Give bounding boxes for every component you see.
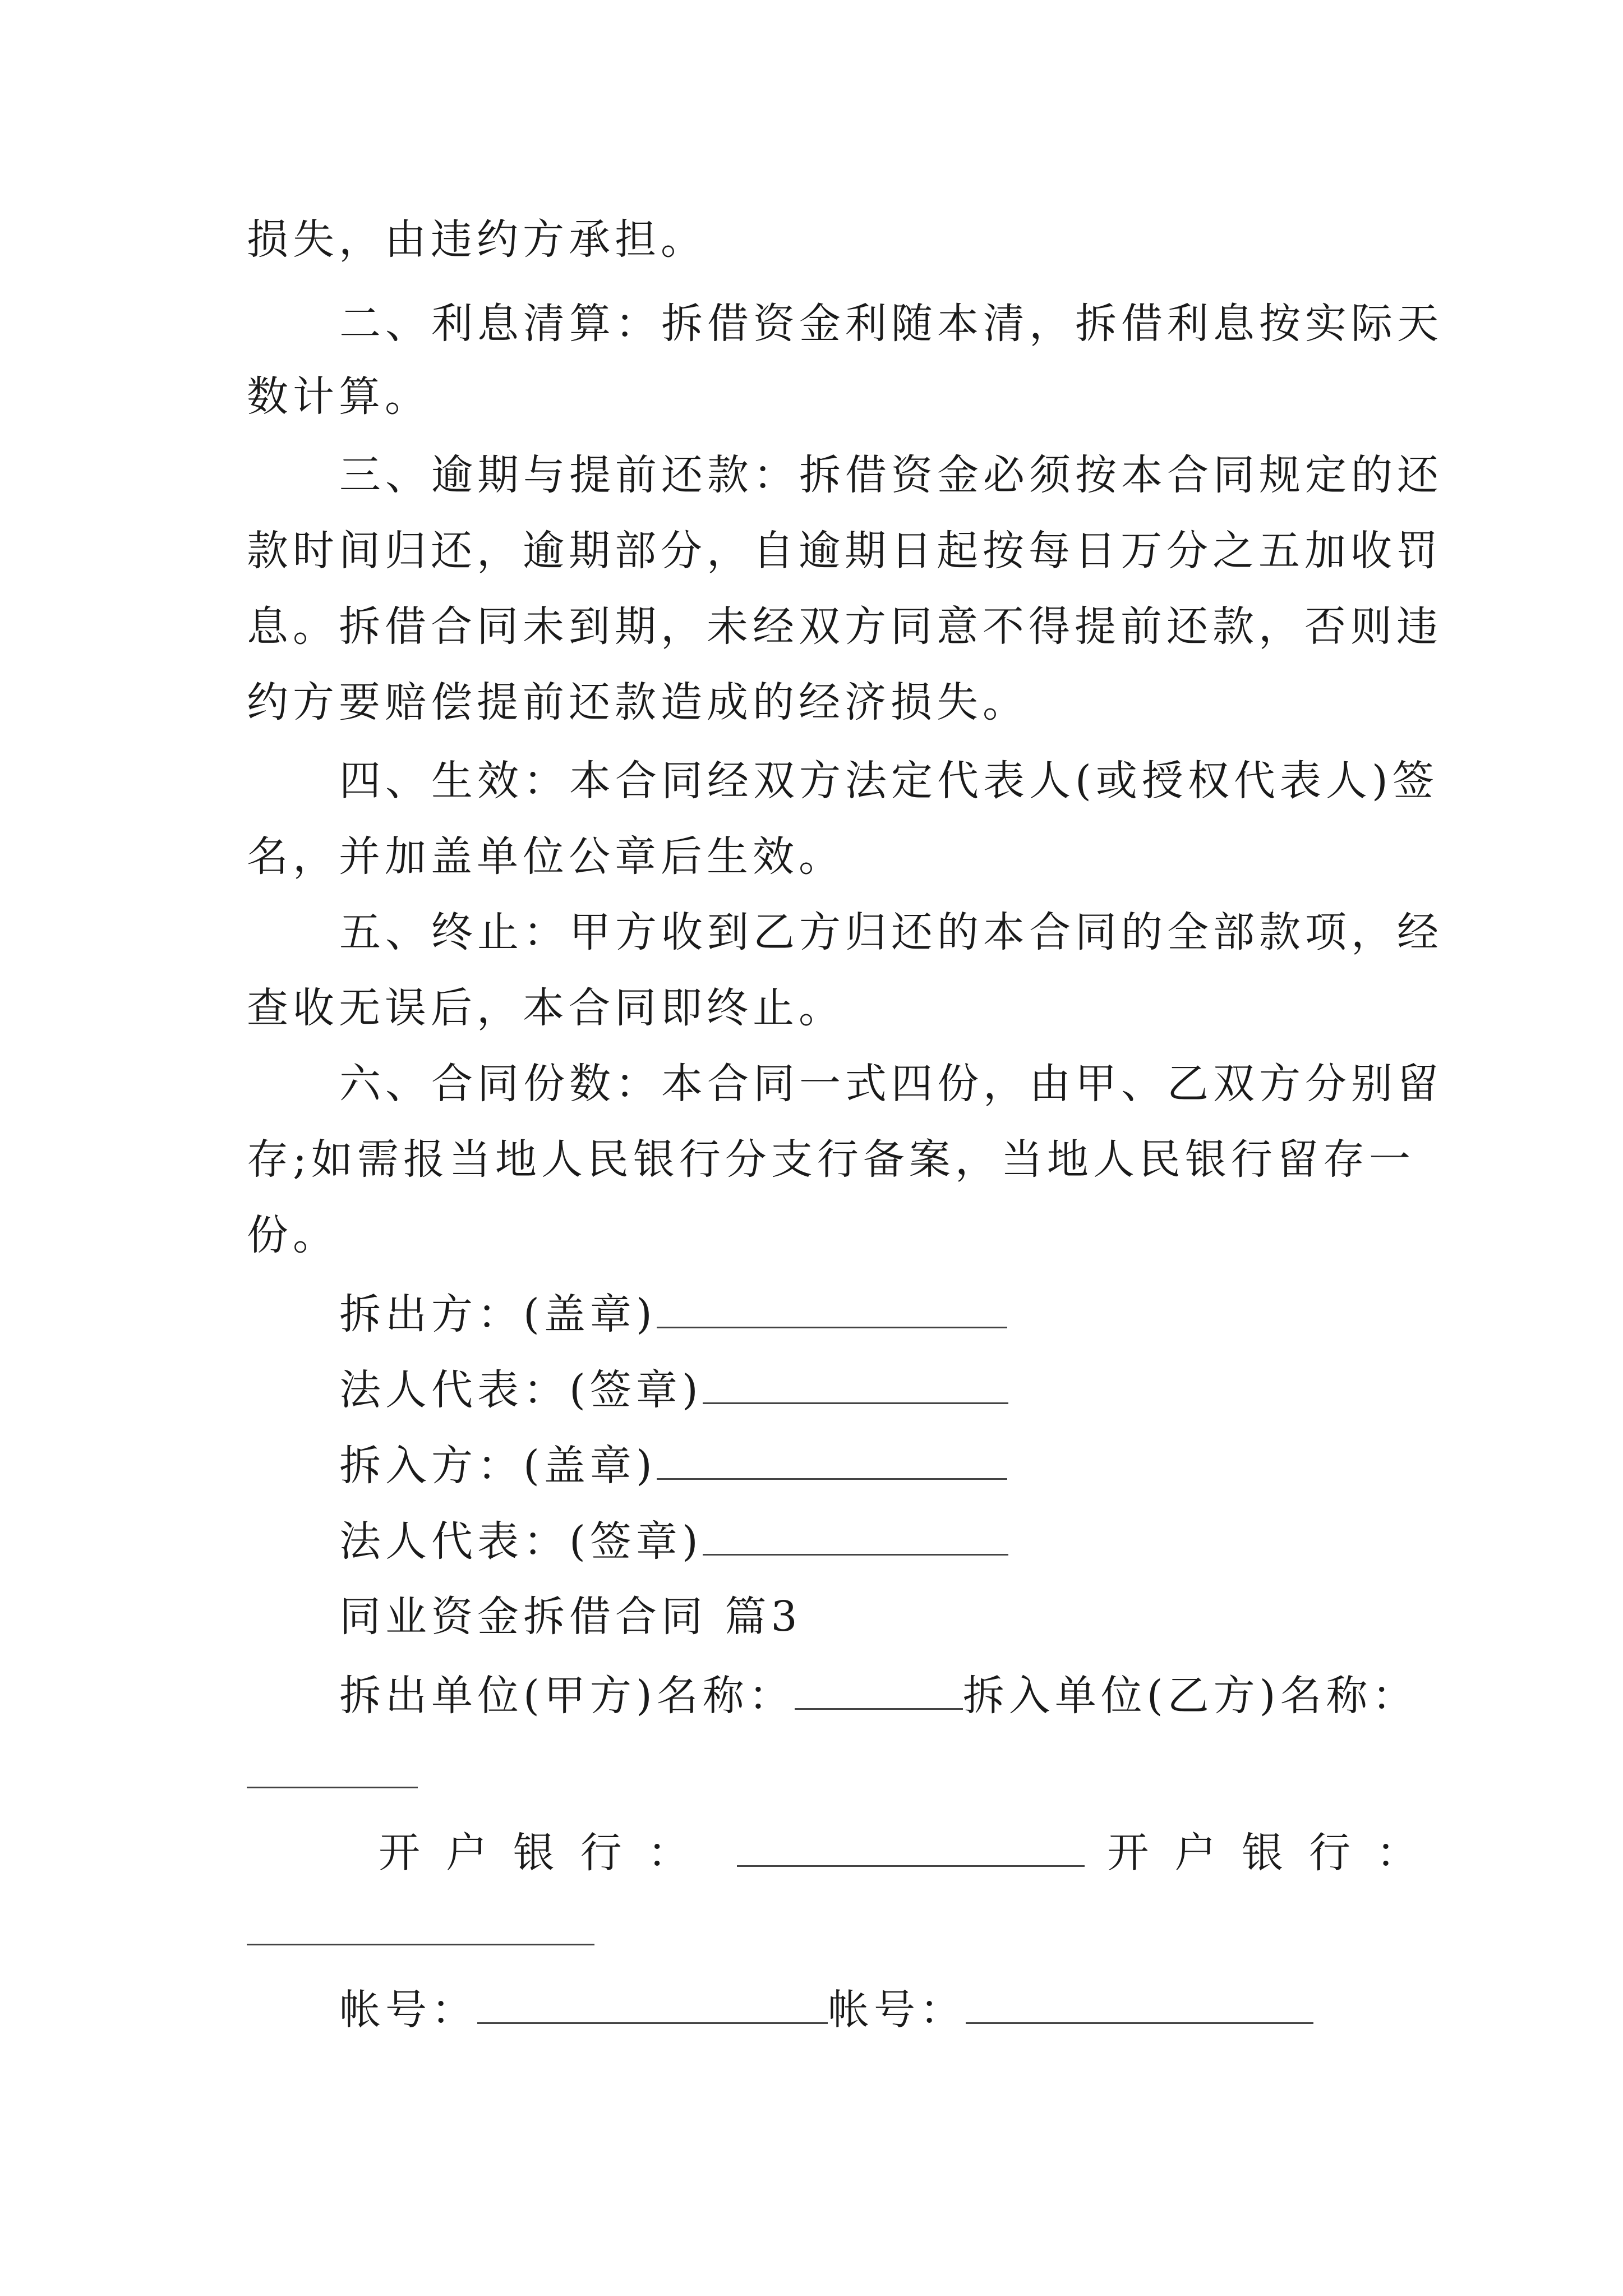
signature-blank[interactable] xyxy=(657,1444,1007,1480)
bank-a-label: 开户银行： xyxy=(379,1829,715,1877)
bank-b-blank[interactable] xyxy=(247,1944,594,1945)
paragraph-line: 查收无误后，本合同即终止。 xyxy=(247,984,845,1032)
signature-line-faren2 xyxy=(339,1517,1008,1566)
signature-line-chuchu xyxy=(339,1290,1007,1338)
paragraph-line: 存;如需报当地人民银行分支行备案，当地人民银行留存一 xyxy=(247,1135,1415,1184)
paragraph-line: 六、合同份数：本合同一式四份，由甲、乙双方分别留 xyxy=(339,1060,1443,1108)
party-b-label: 拆入单位(乙方)名称： xyxy=(962,1672,1418,1720)
paragraph-line: 份。 xyxy=(247,1211,339,1259)
paragraph-line: 约方要赔偿提前还款造成的经济损失。 xyxy=(247,678,1029,726)
account-line xyxy=(339,1986,1313,2034)
paragraph-line: 二、利息清算：拆借资金利随本清，拆借利息按实际天 xyxy=(339,300,1443,348)
paragraph-line: 数计算。 xyxy=(247,372,431,421)
signature-label: 拆入方：(盖章) xyxy=(339,1442,657,1490)
account-b-blank[interactable] xyxy=(966,1989,1313,2024)
signature-blank[interactable] xyxy=(703,1520,1008,1556)
party-b-blank[interactable] xyxy=(247,1787,418,1788)
signature-line-faren1 xyxy=(339,1366,1008,1414)
paragraph-line: 五、终止：甲方收到乙方归还的本合同的全部款项，经 xyxy=(339,908,1443,956)
party-a-label: 拆出单位(甲方)名称： xyxy=(339,1672,795,1720)
account-b-label: 帐号： xyxy=(828,1986,966,2034)
signature-label: 拆出方：(盖章) xyxy=(339,1290,657,1338)
account-a-label: 帐号： xyxy=(339,1986,477,2034)
bank-a-blank[interactable] xyxy=(737,1832,1085,1867)
paragraph-line: 款时间归还，逾期部分，自逾期日起按每日万分之五加收罚 xyxy=(247,527,1442,575)
party-line xyxy=(339,1672,1418,1720)
paragraph-line: 名，并加盖单位公章后生效。 xyxy=(247,832,845,881)
bank-b-label: 开户银行： xyxy=(1107,1829,1444,1877)
paragraph-line: 三、逾期与提前还款：拆借资金必须按本合同规定的还 xyxy=(339,451,1443,499)
account-a-blank[interactable] xyxy=(477,1989,828,2024)
paragraph-line: 损失，由违约方承担。 xyxy=(247,215,707,264)
signature-blank[interactable] xyxy=(703,1369,1008,1404)
bank-line xyxy=(379,1829,1444,1877)
paragraph-line: 四、生效：本合同经双方法定代表人(或授权代表人)签 xyxy=(339,757,1438,805)
section-title: 同业资金拆借合同 篇3 xyxy=(339,1593,802,1641)
party-a-blank[interactable] xyxy=(795,1674,963,1710)
signature-blank[interactable] xyxy=(657,1293,1007,1328)
signature-line-chairu xyxy=(339,1442,1007,1490)
signature-label: 法人代表：(签章) xyxy=(339,1517,703,1566)
paragraph-line: 息。拆借合同未到期，未经双方同意不得提前还款，否则违 xyxy=(247,602,1442,651)
signature-label: 法人代表：(签章) xyxy=(339,1366,703,1414)
